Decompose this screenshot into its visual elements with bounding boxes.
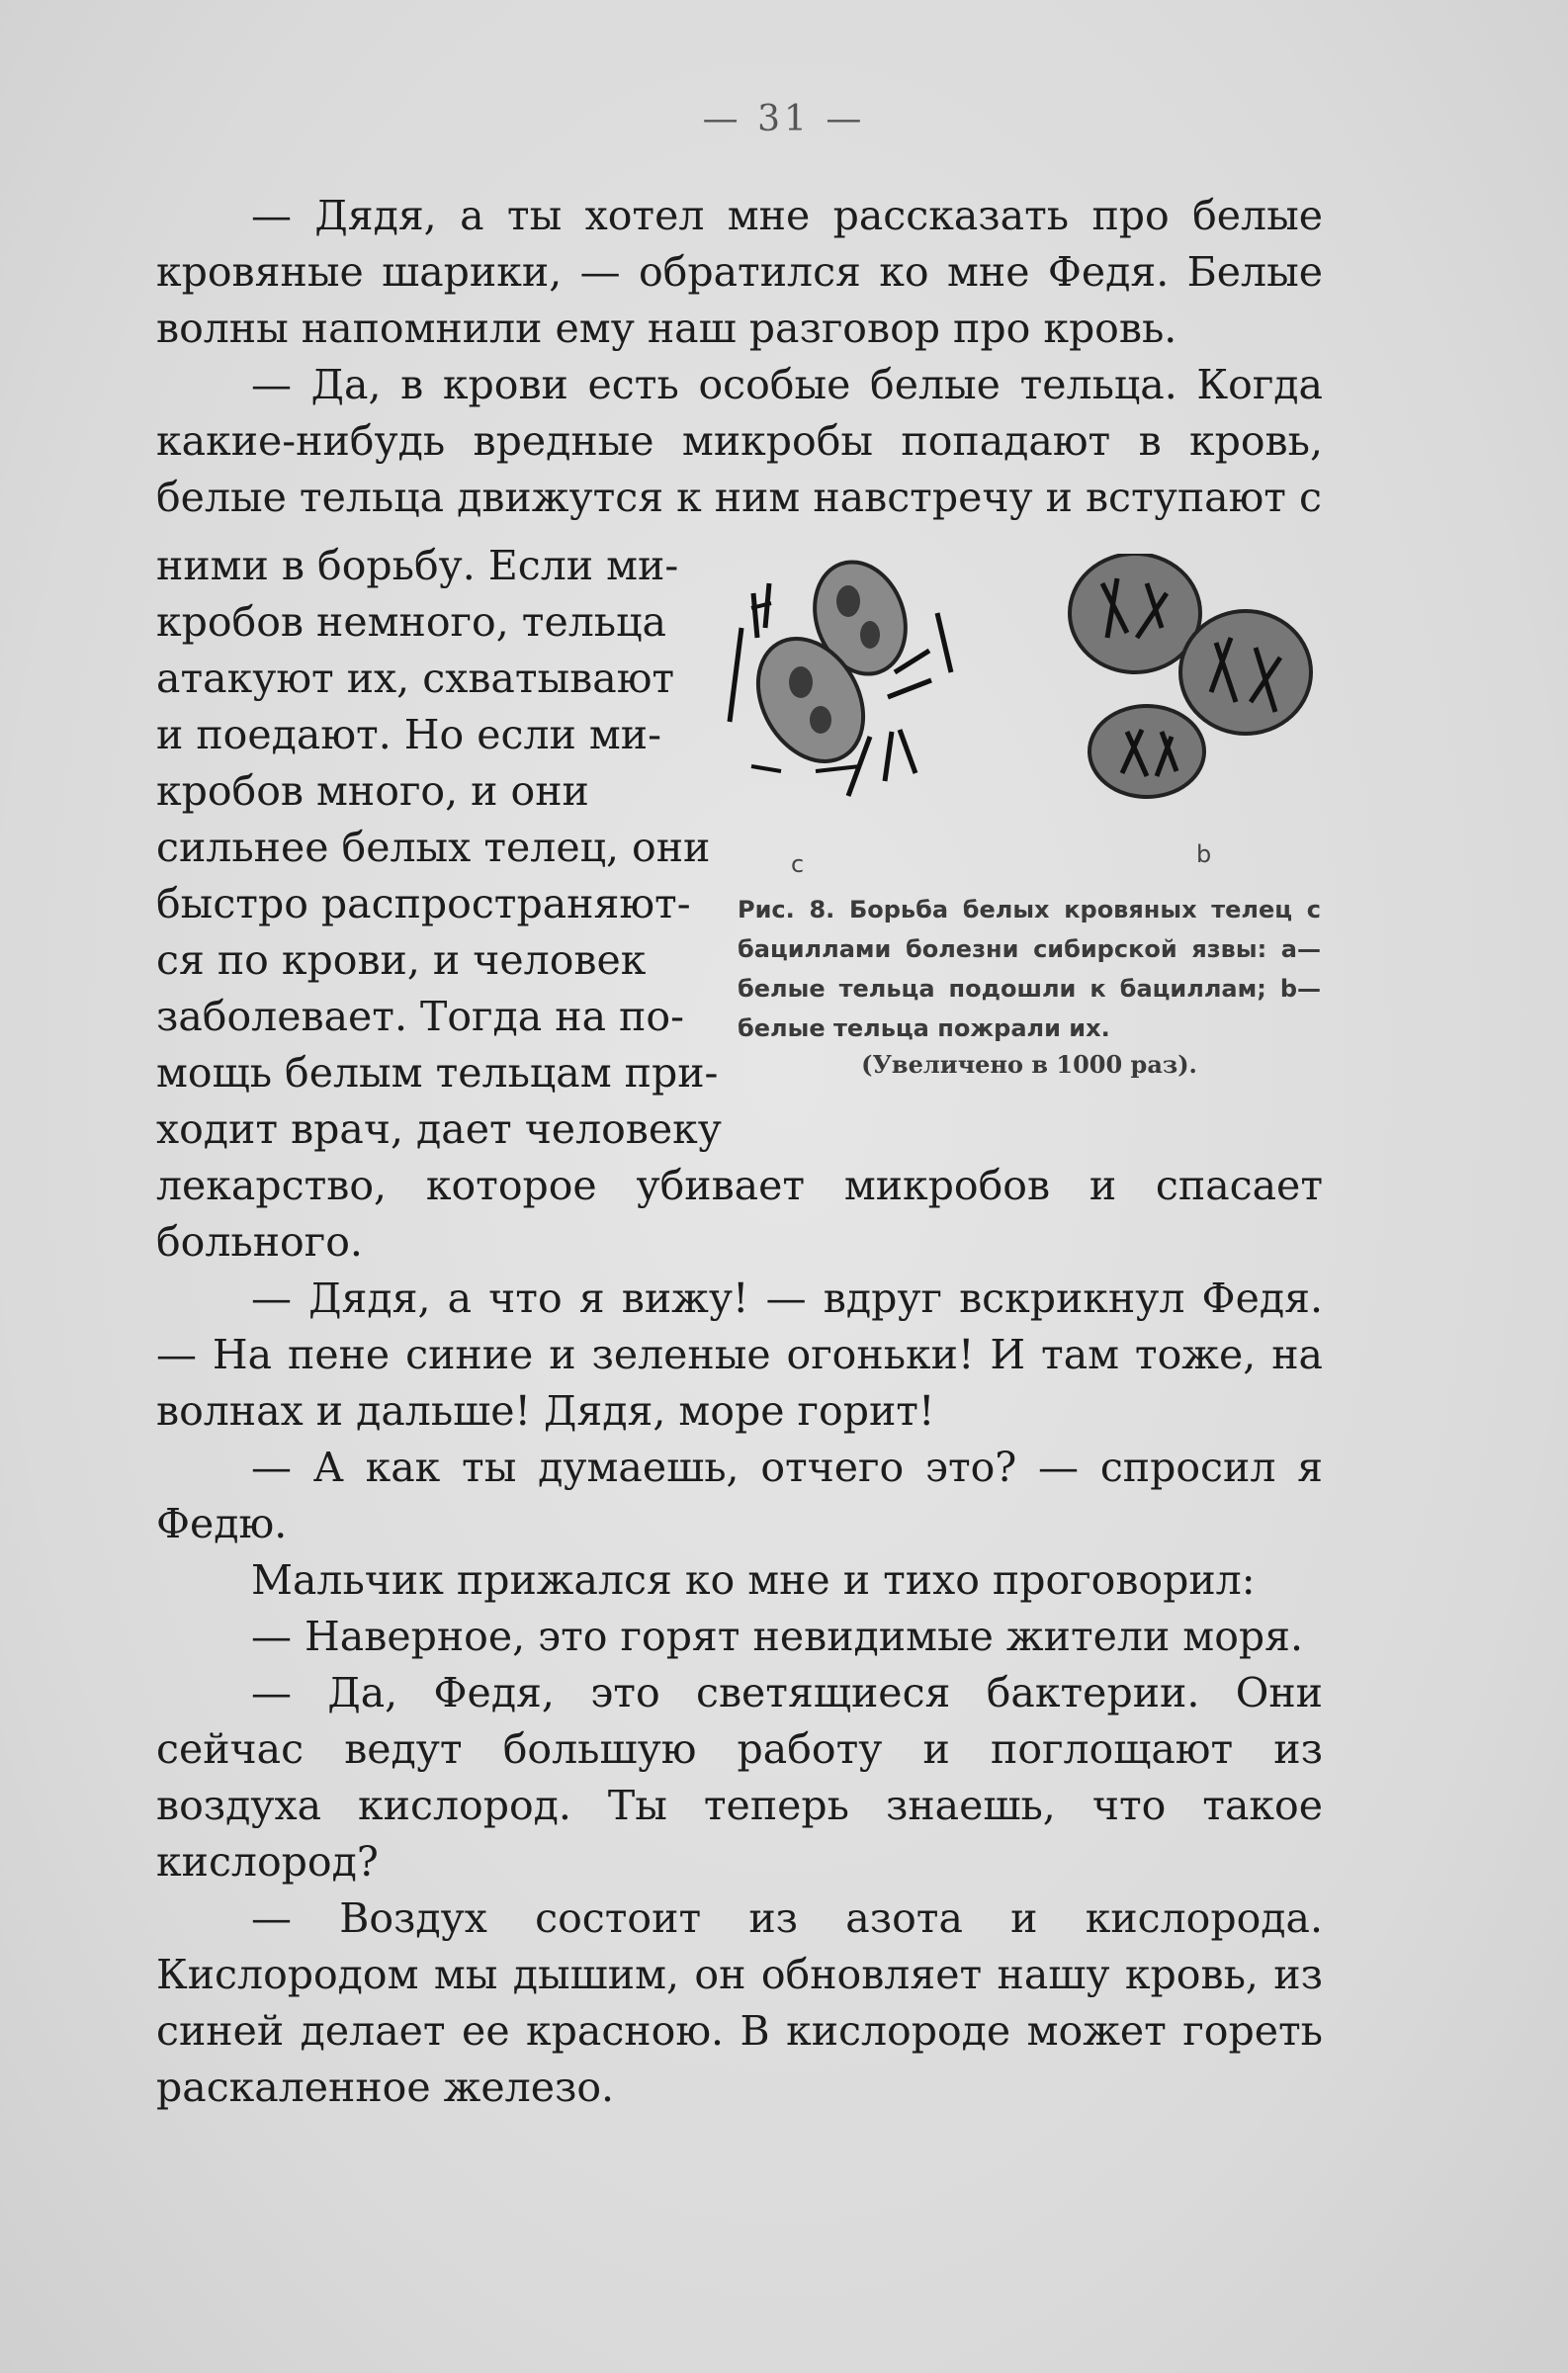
figure-label-a: c [791,850,805,878]
wrapped-line: мощь белым тельцам при- [156,1049,719,1097]
paragraph-2: — Да, в крови есть особые белые тельца. Когда какие-нибудь вредные микробы попадают в кровь, белые тельца движутся к ним навстречу и вступают с [156,361,1323,521]
paragraph-6: Мальчик прижался ко мне и тихо проговорил: [251,1556,1256,1604]
paragraph-9: — Воздух состоит из азота и кислорода. Кислородом мы дышим, он обновляет нашу кровь, из синей делает ее красною. В кислороде может гореть раскаленное железо. [156,1894,1323,2111]
intro-text [156,188,1323,526]
wrapped-line: быстро распространяют- [156,880,691,927]
wrapped-line: атакуют их, схватывают [156,655,675,702]
cells-approaching-bacilli [730,554,951,796]
wrapped-line: заболевает. Тогда на по- [156,993,684,1040]
paragraph-4: — Дядя, а что я вижу! — вдруг вскрикнул Федя. — На пене синие и зеленые огоньки! И там тоже, на волнах и дальше! Дядя, море горит! [156,1274,1323,1435]
figure-caption: Рис. 8. Борьба белых кровяных телец с бациллами болезни сибирской язвы: a—белые тельца подошли к бациллам; b—белые тельца пожрали их. [738,896,1321,1042]
wrapped-paragraph [156,538,722,1158]
wrapped-line: ся по крови, и человек [156,936,647,984]
paragraph-1: — Дядя, а ты хотел мне рассказать про белые кровяные шарики, — обратился ко мне Федя. Белые волны напомнили ему наш разговор про кровь. [156,192,1323,352]
paragraph-8: — Да, Федя, это светящиеся бактерии. Они сейчас ведут большую работу и поглощают из воздуха кислород. Ты теперь знаешь, что такое кислород? [156,1669,1323,1886]
wrapped-line: кробов много, и они [156,767,589,815]
figure-caption-note: (Увеличено в 1000 раз). [861,1050,1197,1079]
figure-label-b: b [1196,840,1212,868]
main-text [156,1158,1323,2116]
cells-eaten-bacilli [1070,554,1311,797]
paragraph-7: — Наверное, это горят невидимые жители моря. [251,1613,1304,1660]
wrapped-line: кробов немного, тельца [156,598,666,646]
page-number: — 31 — [702,99,866,139]
paragraph-3-end: лекарство, которое убивает микробов и спасает больного. [156,1162,1323,1266]
wrapped-line: ходит врач, дает человеку [156,1105,722,1153]
paragraph-5: — А как ты думаешь, отчего это? — спросил я Федю. [156,1444,1323,1547]
wrapped-line: и поедают. Но если ми- [156,711,661,758]
figure-illustration [722,554,1335,870]
wrapped-line: сильнее белых телец, они [156,824,711,871]
wrapped-line: ними в борьбу. Если ми- [156,542,679,589]
